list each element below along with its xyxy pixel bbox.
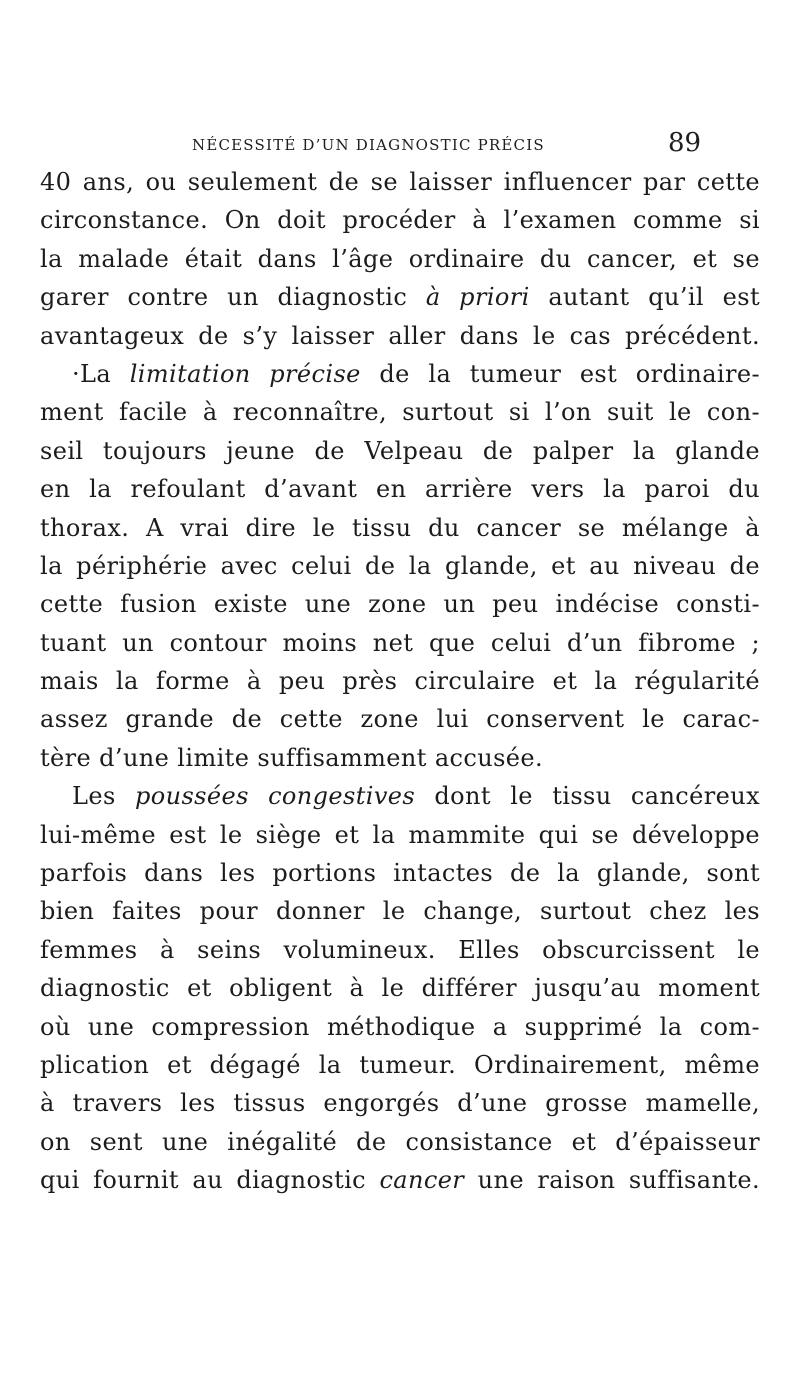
text-line: cette fusion existe une zone un peu indécise consti- <box>40 590 760 619</box>
text-line <box>40 777 760 815</box>
text-line: parfois dans les portions intactes de la glande, sont <box>40 859 760 888</box>
text-line: à travers les tissus engorgés d’une grosse mamelle, <box>40 1089 760 1118</box>
text-line: tère d’une limite suffisamment accusée. <box>40 743 544 772</box>
text-line: la malade était dans l’âge ordinaire du cancer, et se <box>40 244 760 273</box>
text-line <box>40 278 760 316</box>
text-span: une raison suffisante. <box>477 1166 761 1195</box>
text-line: bien faites pour donner le change, surtout chez les <box>40 897 760 926</box>
text-line: où une compression méthodique a supprimé la com- <box>40 1012 760 1041</box>
page-header <box>0 128 800 160</box>
text-span: qui fournit au diagnostic <box>40 1166 367 1195</box>
text-line: diagnostic et obligent à le différer jusqu’au moment <box>40 974 760 1003</box>
text-line: thorax. A vrai dire le tissu du cancer se mélange à <box>40 513 760 542</box>
text-line: tuant un contour moins net que celui d’un fibrome ; <box>40 628 760 657</box>
text-line: ment facile à reconnaître, surtout si l’on suit le con- <box>40 398 760 427</box>
text-line <box>40 1161 760 1199</box>
text-span: Les <box>72 782 116 811</box>
text-line: assez grande de cette zone lui conservent le carac- <box>40 705 760 734</box>
text-span: de la tumeur est ordinaire- <box>379 359 760 388</box>
text-line: mais la forme à peu près circulaire et la régularité <box>40 667 760 696</box>
text-line: lui-même est le siège et la mammite qui se développe <box>40 820 760 849</box>
running-head: NÉCESSITÉ D’UN DIAGNOSTIC PRÉCIS <box>192 136 545 154</box>
text-line: plication et dégagé la tumeur. Ordinairement, même <box>40 1050 760 1079</box>
italic-term: poussées congestives <box>134 782 416 811</box>
text-line: la périphérie avec celui de la glande, et au niveau de <box>40 551 760 580</box>
text-line <box>40 355 760 393</box>
text-span: autant qu’il est <box>548 283 760 312</box>
italic-term: cancer <box>379 1166 465 1195</box>
text-span: garer contre un diagnostic <box>40 283 408 312</box>
italic-term: à priori <box>425 283 530 312</box>
text-span: dont le tissu cancéreux <box>434 782 761 811</box>
body-text <box>40 163 760 1200</box>
text-line: on sent une inégalité de consistance et d’épaisseur <box>40 1127 760 1156</box>
text-line: 40 ans, ou seulement de se laisser influencer par cette <box>40 168 760 196</box>
italic-term: limitation précise <box>129 359 361 388</box>
text-line: femmes à seins volumineux. Elles obscurcissent le <box>40 935 760 964</box>
text-span: ·La <box>72 359 112 388</box>
page-number: 89 <box>668 128 702 158</box>
text-line: seil toujours jeune de Velpeau de palper la glande <box>40 436 760 465</box>
text-line: en la refoulant d’avant en arrière vers la paroi du <box>40 475 760 504</box>
text-line: circonstance. On doit procéder à l’examen comme si <box>40 206 760 235</box>
text-line: avantageux de s’y laisser aller dans le cas précédent. <box>40 321 760 350</box>
